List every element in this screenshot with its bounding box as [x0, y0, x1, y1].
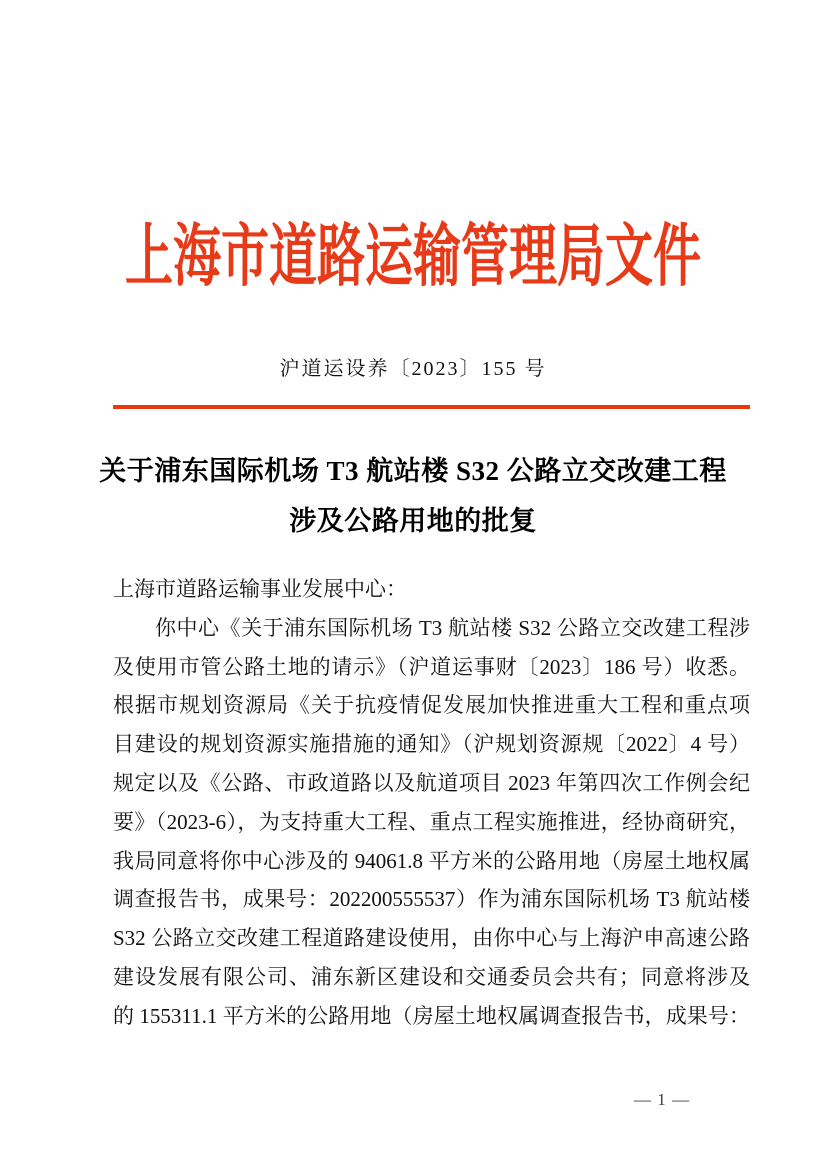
red-separator-rule	[113, 405, 750, 409]
document-title	[0, 446, 826, 546]
body-line: 的 155311.1 平方米的公路用地（房屋土地权属调查报告书，成果号：	[113, 1003, 750, 1028]
body-line: 根据市规划资源局《关于抗疫情促发展加快推进重大工程和重点项	[113, 693, 750, 718]
body-line: 要》（2023-6），为支持重大工程、重点工程实施推进，经协商研究，	[113, 809, 750, 834]
body-line: 目建设的规划资源实施措施的通知》（沪规划资源规〔2022〕4 号）	[113, 732, 750, 757]
document-body	[113, 570, 750, 1036]
body-line: 调查报告书，成果号：202200555537）作为浦东国际机场 T3 航站楼	[113, 887, 750, 912]
document-reference-number: 沪道运设养〔2023〕155 号	[279, 358, 547, 380]
document-title-line2: 涉及公路用地的批复	[289, 506, 537, 536]
body-line: 建设发展有限公司、浦东新区建设和交通委员会共有；同意将涉及	[113, 964, 750, 989]
page-number: — 1 —	[634, 1090, 690, 1109]
document-title-line1: 关于浦东国际机场 T3 航站楼 S32 公路立交改建工程	[99, 456, 727, 486]
recipient-line: 上海市道路运输事业发展中心：	[113, 577, 407, 601]
agency-masthead	[0, 219, 826, 295]
body-line: 你中心《关于浦东国际机场 T3 航站楼 S32 公路立交改建工程涉	[155, 615, 750, 640]
body-line: 及使用市管公路土地的请示》（沪道运事财〔2023〕186 号）收悉。	[113, 654, 750, 679]
body-line: S32 公路立交改建工程道路建设使用，由你中心与上海沪申高速公路	[113, 926, 750, 951]
body-line: 规定以及《公路、市政道路以及航道项目 2023 年第四次工作例会纪	[113, 770, 750, 795]
agency-masthead-text: 上海市道路运输管理局文件	[124, 219, 701, 295]
body-line: 我局同意将你中心涉及的 94061.8 平方米的公路用地（房屋土地权属	[113, 848, 750, 873]
